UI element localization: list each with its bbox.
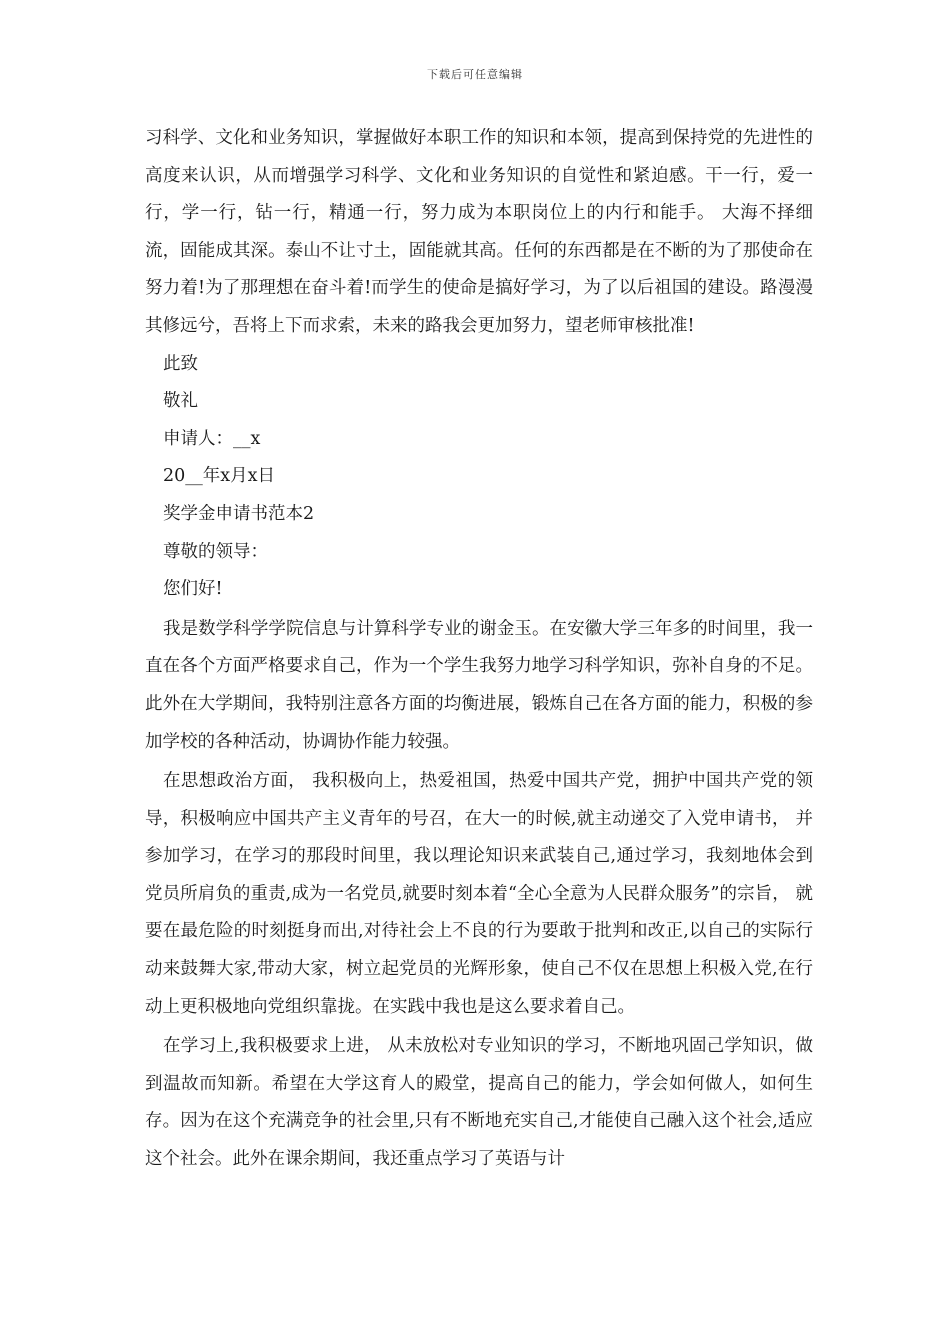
- closing-line-1: 此致: [163, 353, 198, 374]
- closing-line-2: 敬礼: [163, 391, 198, 412]
- paragraph-3: 在思想政治方面， 我积极向上，热爱祖国，热爱中国共产党，拥护中国共产党的领导，积极响应中国共产主义青年的号召，在大一的时候,就主动递交了入党申请书， 并参加学习，在学习的那段时间里，我以理论知识来武装自己,通过学习，我刻地体会到党员所肩负的重责,成为一名党员,就要时刻本着“全心全意为人民群众服务”的宗旨， 就要在最危险的时刻挺身而出,对待社会上不良的行为要敢于批判和改正,以自己的实际行动来鼓舞大家,带动大家，树立起党员的光辉形象，使自己不仅在思想上积极入党,在行动上更积极地向党组织靠拢。在实践中我也是这么要求着自己。: [145, 771, 813, 1017]
- salutation-line: 尊敬的领导：: [163, 541, 268, 562]
- paragraph-1: 习科学、文化和业务知识，掌握做好本职工作的知识和本领，提高到保持党的先进性的高度来认识，从而增强学习科学、文化和业务知识的自觉性和紧迫感。干一行，爱一行，学一行，钻一行，精通一行，努力成为本职岗位上的内行和能手。 大海不择细流，固能成其深。泰山不让寸土，固能就其高。任何的东西都是在不断的为了那使命在努力着!为了那理想在奋斗着!而学生的使命是搞好学习，为了以后祖国的建设。路漫漫其修远兮，吾将上下而求索，未来的路我会更加努力，望老师审核批准!: [145, 128, 813, 336]
- applicant-line: 申请人：__x: [163, 428, 261, 449]
- greeting-line: 您们好!: [163, 579, 223, 600]
- page-header-note: 下载后可任意编辑: [427, 68, 523, 81]
- paragraph-2: 我是数学科学学院信息与计算科学专业的谢金玉。在安徽大学三年多的时间里，我一直在各个方面严格要求自己，作为一个学生我努力地学习科学知识，弥补自身的不足。此外在大学期间，我特别注意各方面的均衡进展，锻炼自己在各方面的能力，积极的参加学校的各种活动，协调协作能力较强。: [145, 618, 813, 752]
- paragraph-4: 在学习上,我积极要求上进， 从未放松对专业知识的学习，不断地巩固己学知识，做到温故而知新。希望在大学这育人的殿堂，提高自己的能力，学会如何做人，如何生存。因为在这个充满竞争的社会里,只有不断地充实自己,才能使自己融入这个社会,适应这个社会。此外在课余期间，我还重点学习了英语与计: [145, 1036, 813, 1170]
- document-body: [145, 120, 813, 1179]
- section-title: 奖学金申请书范本2: [163, 503, 315, 524]
- date-line: 20__年x月x日: [163, 466, 276, 487]
